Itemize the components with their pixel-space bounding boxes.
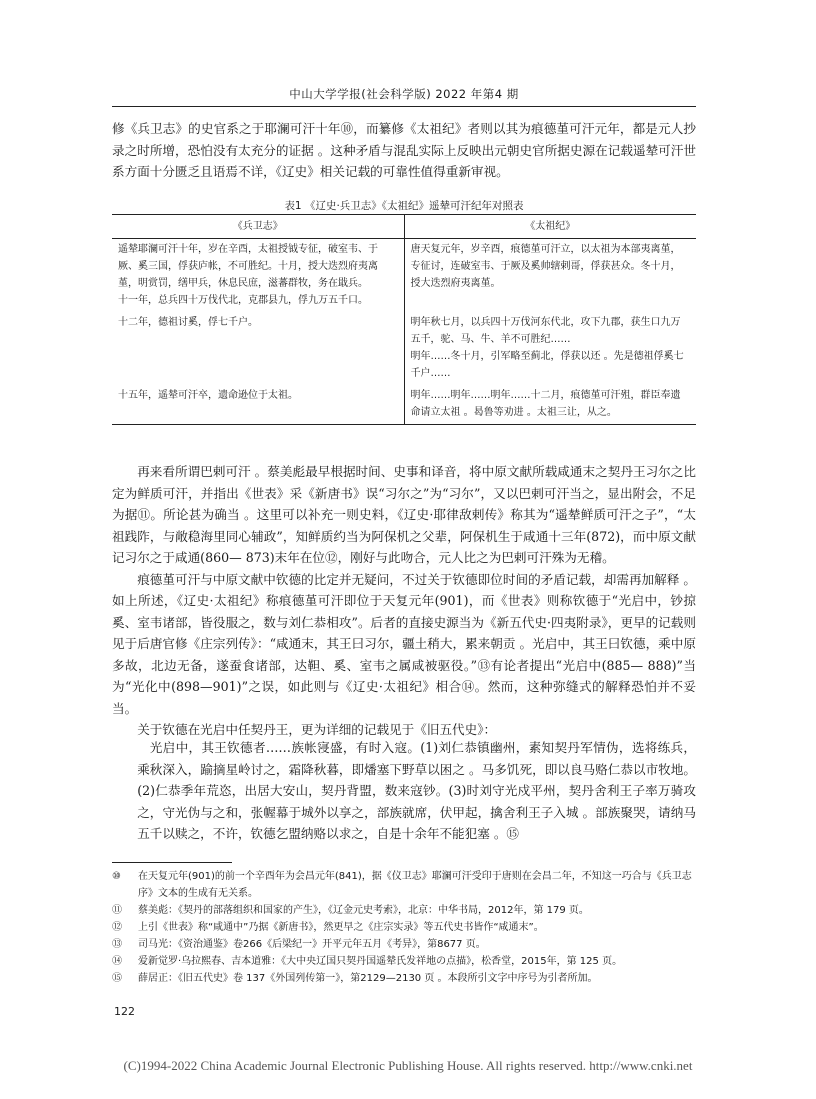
table-cell: 遥辇耶澜可汗十年，岁在辛酉，太祖授钺专征，破室韦、于厥、奚三国，俘获庐帐，不可胜纪。十月，授大迭烈府夷离堇，明赏罚，缮甲兵，休息民庶，滋蕃群牧，务在戢兵。 十一年，总兵四十万伐代北，克郡县九，俘九万五千口。 bbox=[112, 239, 404, 313]
table-row bbox=[112, 385, 696, 425]
table-cell: 十二年，德祖讨奚，俘七千户。 bbox=[112, 312, 404, 385]
footnote-text: 司马光：《资治通鉴》卷266《后梁纪一》开平元年五月《考异》，第8677 页。 bbox=[138, 939, 486, 950]
header-rule bbox=[112, 106, 696, 107]
body-paragraph: 再来看所谓巴剌可汗 。蔡美彪最早根据时间、史事和译音，将中原文献所载咸通末之契丹王习尔之比定为鲜质可汗，并指出《世表》采《新唐书》误“习尔之”为“习尔”，又以巴剌可汗当之，显出附会，不足为据⑪。所论甚为确当 。这里可以补充一则史料，《辽史·耶律敌剌传》称其为“遥辇鲜质可汗之子”，“太祖践阼，与敞稳海里同心辅政”，知鲜质约当为阿保机之父辈，阿保机生于咸通十三年(872)，而中原文献记习尔之于咸通(860— 873)末年在位⑫，刚好与此吻合，元人比之为巴剌可汗殊为无稽。 bbox=[112, 464, 696, 565]
footnote bbox=[112, 919, 696, 936]
footnote-mark: ⑩ bbox=[112, 871, 121, 882]
footnote-text: 蔡美彪：《契丹的部落组织和国家的产生》，《辽金元史考索》，北京：中华书局，2012年，第 179 页。 bbox=[138, 905, 589, 916]
block-quote bbox=[112, 737, 696, 845]
table-header-bingweizhi: 《兵卫志》 bbox=[112, 215, 404, 239]
block-quote-text: 光启中，其王钦德者……族帐寖盛，有时入寇。(1)刘仁恭镇幽州，素知契丹军情伪，选将练兵，乘秋深入，踰摘星岭讨之，霜降秋暮，即燔塞下野草以困之 。马多饥死，即以良马赂仁恭以市牧地。(2)仁恭季年荒恣，出居大安山，契丹背盟，数来寇钞。(3)时刘守光戍平州，契丹舍利王子率万骑攻之，守光伪与之和，张幄幕于城外以享之，部族就席，伏甲起，擒舍利王子入城 。部族聚哭，请纳马五千以赎之，不许，钦德乞盟纳赂以求之，自是十余年不能犯塞 。⑮ bbox=[137, 740, 696, 841]
footnote bbox=[112, 902, 696, 919]
comparison-table bbox=[112, 214, 696, 425]
body-paragraph: 痕德堇可汗与中原文献中钦德的比定并无疑问，不过关于钦德即位时间的矛盾记载，却需再加解释 。如上所述，《辽史·太祖纪》称痕德堇可汗即位于天复元年(901)，而《世表》则称钦德于“光启中，钞掠奚、室韦诸部，皆役服之，数与刘仁恭相攻”。后者的直接史源当为《新五代史·四夷附录》，更早的记载则见于后唐官修《庄宗列传》：“咸通末，其王曰习尔，疆土稍大，累来朝贡 。光启中，其王曰钦德，乘中原多故，北边无备，遂蚕食诸部，达靼、奚、室韦之属咸被驱役。”⑬有论者提出“光启中(885— 888)”当为“光化中(898—901)”之误，如此则与《辽史·太祖纪》相合⑭。然而，这种弥缝式的解释恐怕并不妥当。 bbox=[112, 571, 696, 716]
footnote-text: 薛居正：《旧五代史》卷 137《外国列传第一》，第2129—2130 页 。本段所引文字中序号为引者所加。 bbox=[138, 973, 598, 984]
footnote-mark: ⑬ bbox=[112, 939, 122, 950]
copyright-footer: (C)1994-2022 China Academic Journal Electronic Publishing House. All rights reserved. http://www.cnki.net bbox=[123, 1058, 693, 1073]
intro-paragraph-text: 修《兵卫志》的史官系之于耶澜可汗十年⑩，而纂修《太祖纪》者则以其为痕德堇可汗元年，都是元人抄录之时所增，恐怕没有太充分的证据 。这种矛盾与混乱实际上反映出元朝史官所据史源在记载遥辇可汗世系方面十分匮乏且语焉不详，《辽史》相关记载的可靠性值得重新审视。 bbox=[112, 121, 696, 179]
table-header-taizuji: 《太祖纪》 bbox=[404, 215, 696, 239]
footnote-text: 在天复元年(901)的前一个辛酉年为会昌元年(841)，据《仪卫志》耶澜可汗受印于唐则在会昌二年，不知这一巧合与《兵卫志序》文本的生成有无关系。 bbox=[138, 871, 692, 899]
footnote-mark: ⑫ bbox=[112, 922, 122, 933]
table-cell: 明年……明年……明年……十二月，痕德堇可汗殂，群臣奉遗命请立太祖 。曷鲁等劝进 。太祖三让，从之。 bbox=[404, 385, 696, 425]
running-head: 中山大学学报(社会科学版) 2022 年第4 期 bbox=[289, 87, 519, 101]
footnote-text: 上引《世表》称“咸通中”乃据《新唐书》，然更早之《庄宗实录》等五代史书皆作“咸通末”。 bbox=[138, 922, 544, 933]
table-cell: 明年秋七月，以兵四十万伐河东代北，攻下九郡，获生口九万五千，驼、马、牛、羊不可胜纪…… 明年……冬十月，引军略至蓟北，俘获以还 。先是德祖俘奚七千户…… bbox=[410, 317, 684, 379]
table-row bbox=[112, 239, 696, 313]
body-text bbox=[112, 461, 696, 741]
table-cell: 唐天复元年，岁辛酉，痕德堇可汗立，以太祖为本部夷离堇，专征讨，连破室韦、于厥及奚帅辖剌哥，俘获甚众。冬十月，授大迭烈府夷离堇。 bbox=[410, 244, 681, 289]
intro-paragraph bbox=[112, 118, 696, 183]
body-paragraph: 关于钦德在光启中任契丹王，更为详细的记载见于《旧五代史》： bbox=[137, 722, 497, 737]
footnote-mark: ⑮ bbox=[112, 973, 122, 984]
footnote bbox=[112, 936, 696, 953]
footnote-text: 爱新觉罗·乌拉熙春、吉本道雅：《大中央辽国只契丹国遥辇氏发祥地の点描》，松香堂，2015年，第 125 页。 bbox=[138, 956, 623, 967]
footnotes bbox=[112, 868, 696, 987]
table-header-row bbox=[112, 215, 696, 239]
footnote bbox=[112, 970, 696, 987]
footnote bbox=[112, 868, 696, 902]
page-number: 122 bbox=[114, 1005, 135, 1018]
footnote bbox=[112, 953, 696, 970]
table-caption: 表1 《辽史·兵卫志》《太祖纪》遥辇可汗纪年对照表 bbox=[284, 200, 524, 212]
footnote-mark: ⑪ bbox=[112, 905, 122, 916]
table-row bbox=[112, 312, 696, 385]
table-cell: 十五年，遥辇可汗卒，遗命逊位于太祖。 bbox=[112, 385, 404, 425]
footnote-rule bbox=[112, 862, 232, 863]
footnote-mark: ⑭ bbox=[112, 956, 122, 967]
